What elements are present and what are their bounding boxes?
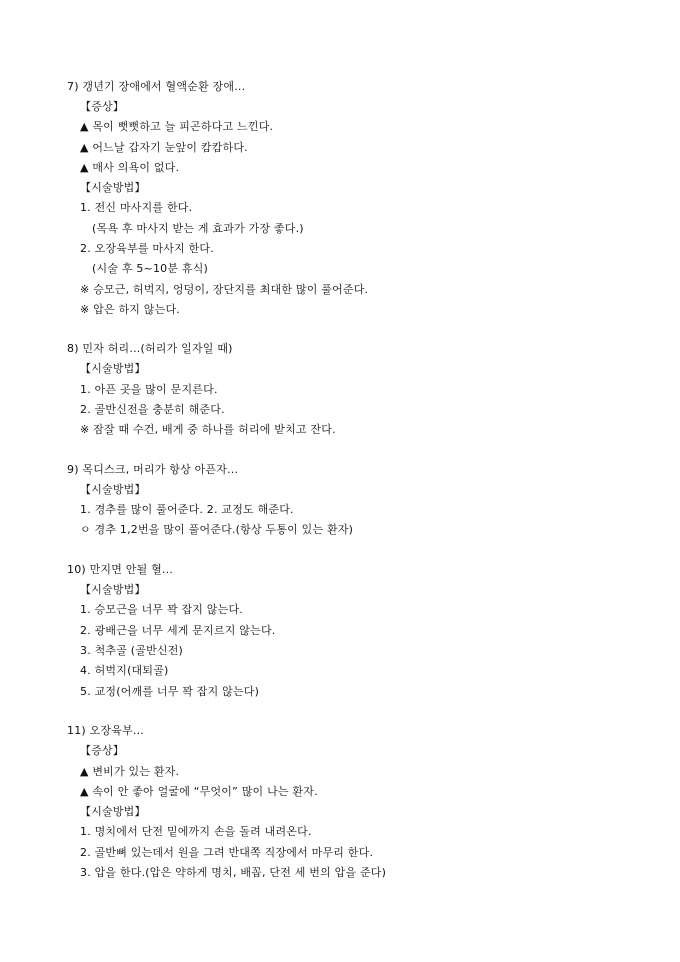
list-item: 5. 교정(어깨를 너무 꽉 잡지 않는다) xyxy=(80,685,260,698)
list-item: ㅇ 경추 1,2번을 많이 풀어준다.(항상 두통이 있는 환자) xyxy=(80,523,354,536)
section-11-title: 11) 오장육부... xyxy=(67,724,144,737)
list-item: 1. 전신 마사지를 한다. xyxy=(80,201,193,214)
list-item: 3. 압을 한다.(압은 약하게 명치, 배꼽, 단전 세 번의 압을 준다) xyxy=(80,866,387,879)
list-item: 1. 승모근을 너무 꽉 잡지 않는다. xyxy=(80,603,243,616)
list-item: 2. 골반뼈 있는데서 원을 그려 반대쪽 직장에서 마무리 한다. xyxy=(80,846,374,859)
list-item: 3. 척추골 (골반신전) xyxy=(80,644,184,657)
method-heading: 【시술방법】 xyxy=(80,181,146,194)
list-item-note: (시술 후 5~10분 휴식) xyxy=(92,262,209,275)
list-item: 1. 경추를 많이 풀어준다. 2. 교정도 해준다. xyxy=(80,503,294,516)
section-9-title: 9) 목디스크, 머리가 항상 아픈자... xyxy=(67,463,239,476)
list-item: ▲ 변비가 있는 환자. xyxy=(80,765,180,778)
section-8-title: 8) 민자 허리...(허리가 일자일 때) xyxy=(67,342,233,355)
list-item: ▲ 어느날 갑자기 눈앞이 캄캄하다. xyxy=(80,141,248,154)
list-item: ※ 잠잘 때 수건, 배게 중 하나를 허리에 받치고 잔다. xyxy=(80,423,336,436)
list-item: 2. 오장육부를 마사지 한다. xyxy=(80,242,214,255)
list-item: 4. 허벅지(대퇴골) xyxy=(80,664,169,677)
list-item: ▲ 매사 의욕이 없다. xyxy=(80,161,180,174)
list-item: 2. 광배근을 너무 세게 문지르지 않는다. xyxy=(80,624,276,637)
symptom-heading: 【증상】 xyxy=(80,744,125,757)
method-heading: 【시술방법】 xyxy=(80,805,146,818)
list-item: ※ 승모근, 허벅지, 엉덩이, 장단지를 최대한 많이 풀어준다. xyxy=(80,283,369,296)
list-item: ▲ 속이 안 좋아 얼굴에 “무엇이” 많이 나는 환자. xyxy=(80,785,318,798)
symptom-heading: 【증상】 xyxy=(80,100,125,113)
section-7-title: 7) 갱년기 장애에서 혈액순환 장애... xyxy=(67,80,246,93)
list-item: 1. 아픈 곳을 많이 문지른다. xyxy=(80,383,218,396)
list-item: ※ 압은 하지 않는다. xyxy=(80,303,180,316)
list-item-note: (목욕 후 마사지 받는 게 효과가 가장 좋다.) xyxy=(92,222,304,235)
list-item: 1. 명치에서 단전 밑에까지 손을 돌려 내려온다. xyxy=(80,825,312,838)
list-item: ▲ 목이 뻣뻣하고 늘 피곤하다고 느낀다. xyxy=(80,120,274,133)
method-heading: 【시술방법】 xyxy=(80,483,146,496)
method-heading: 【시술방법】 xyxy=(80,583,146,596)
method-heading: 【시술방법】 xyxy=(80,362,146,375)
list-item: 2. 골반신전을 충분히 해준다. xyxy=(80,403,225,416)
section-10-title: 10) 만지면 안될 혈... xyxy=(67,563,174,576)
